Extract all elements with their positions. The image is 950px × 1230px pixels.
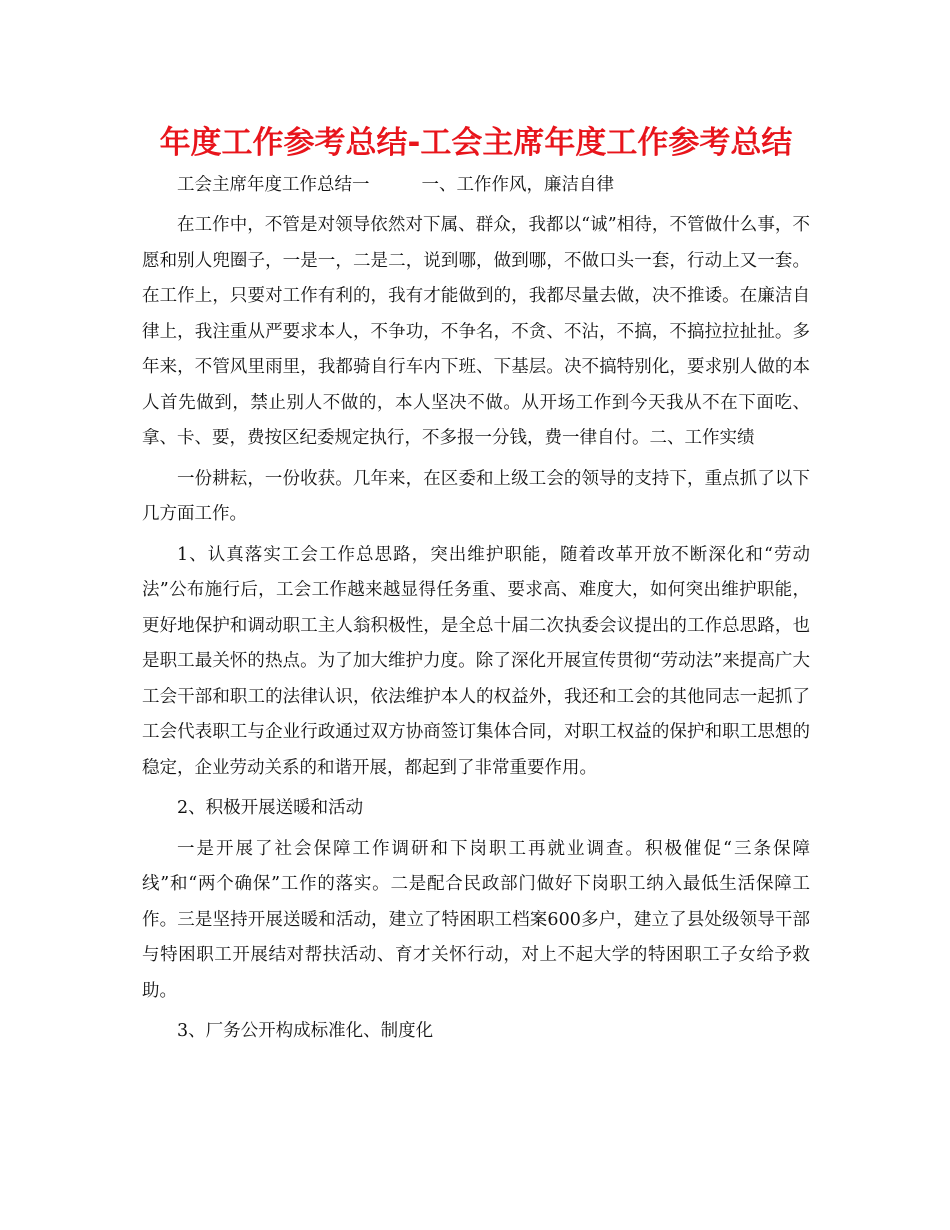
- paragraph-5: 一是开展了社会保障工作调研和下岗职工再就业调查。积极催促“三条保障线”和“两个确保”工作的落实。二是配合民政部门做好下岗职工纳入最低生活保障工作。三是坚持开展送暖和活动，建立了特困职工档案600多户，建立了县处级领导干部与特困职工开展结对帮扶活动、育才关怀行动，对上不起大学的特困职工子女给予救助。: [142, 838, 810, 1001]
- section-heading-line: [142, 174, 810, 196]
- document-title: 年度工作参考总结-工会主席年度工作参考总结: [159, 125, 793, 161]
- document-page: [142, 118, 810, 1055]
- subtitle-right: 一、工作作风，廉洁自律: [421, 175, 614, 195]
- paragraph-2: 一份耕耘，一份收获。几年来，在区委和上级工会的领导的支持下，重点抓了以下几方面工作。: [142, 468, 810, 524]
- paragraph-4: 2、积极开展送暖和活动: [177, 798, 364, 818]
- paragraph-3: 1、认真落实工会工作总思路，突出维护职能，随着改革开放不断深化和“劳动法”公布施行后，工会工作越来越显得任务重、要求高、难度大，如何突出维护职能，更好地保护和调动职工主人翁积极性，是全总十届二次执委会议提出的工作总思路，也是职工最关怀的热点。为了加大维护力度。除了深化开展宣传贯彻“劳动法”来提高广大工会干部和职工的法律认识，依法维护本人的权益外，我还和工会的其他同志一起抓了工会代表职工与企业行政通过双方协商签订集体合同，对职工权益的保护和职工思想的稳定，企业劳动关系的和谐开展，都起到了非常重要作用。: [142, 544, 810, 778]
- subtitle-left: 工会主席年度工作总结一: [177, 175, 370, 195]
- paragraph-1: 在工作中，不管是对领导依然对下属、群众，我都以“诚”相待，不管做什么事，不愿和别人兜圈子，一是一，二是二，说到哪，做到哪，不做口头一套，行动上又一套。在工作上，只要对工作有利的，我有才能做到的，我都尽量去做，决不推诿。在廉洁自律上，我注重从严要求本人，不争功，不争名，不贪、不沾，不搞，不搞拉拉扯扯。多年来，不管风里雨里，我都骑自行车内下班、下基层。决不搞特别化，要求别人做的本人首先做到，禁止别人不做的，本人坚决不做。从开场工作到今天我从不在下面吃、拿、卡、要，费按区纪委规定执行，不多报一分钱，费一律自付。二、工作实绩: [142, 215, 810, 448]
- paragraph-6: 3、厂务公开构成标准化、制度化: [177, 1021, 434, 1041]
